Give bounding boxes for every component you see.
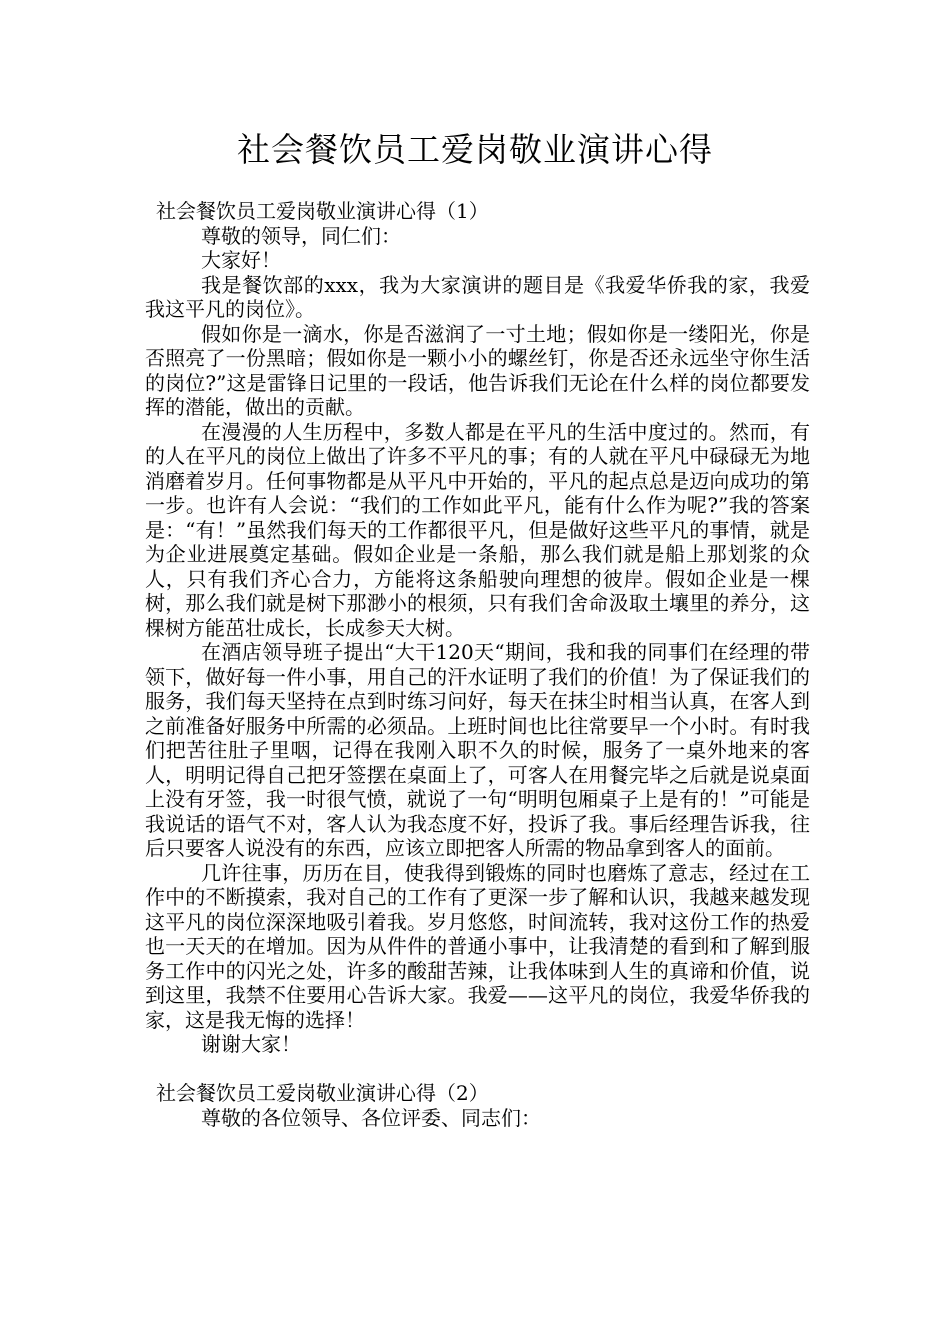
paragraph-greeting: 大家好！ — [201, 248, 281, 272]
paragraph-ordinary-life: 在漫漫的人生历程中，多数人都是在平凡的生活中度过的。然而，有的人在平凡的岗位上做出了许多不平凡的事；有的人就在平凡中碌碌无为地消磨着岁月。任何事物都是从平凡中开始的，平凡的起点总是迈向成功的第一步。也许有人会说：“我们的工作如此平凡，能有什么作为呢?”我的答案是：“有！”虽然我们每天的工作都很平凡，但是做好这些平凡的事情，就是为企业进展奠定基础。假如企业是一条船，那么我们就是船上那划浆的众人，只有我们齐心合力，方能将这条船驶向理想的彼岸。假如企业是一棵树，那么我们就是树下那渺小的根须，只有我们舍命汲取土壤里的养分，这棵树方能茁壮成长，长成参天大树。 — [145, 419, 810, 640]
paragraph-salutation-2: 尊敬的各位领导、各位评委、同志们： — [201, 1105, 541, 1130]
paragraph-hotel-story: 在酒店领导班子提出“大干120天“期间，我和我的同事们在经理的带领下，做好每一件小事，用自己的汗水证明了我们的价值！为了保证我们的服务，我们每天坚持在点到时练习问好，每天在抹尘时相当认真，在客人到之前准备好服务中所需的必须品。上班时间也比往常要早一个小时。有时我们把苦往肚子里咽，记得在我刚入职不久的时候，服务了一桌外地来的客人，明明记得自己把牙签摆在桌面上了，可客人在用餐完毕之后就是说桌面上没有牙签，我一时很气愤，就说了一句“明明包厢桌子上是有的！”可能是我说话的语气不对，客人认为我态度不好，投诉了我。事后经理告诉我，往后只要客人说没有的东西，应该立即把客人所需的物品拿到客人的面前。 — [145, 640, 810, 860]
paragraph-salutation: 尊敬的领导，同仁们： — [201, 223, 401, 248]
section-spacer — [145, 1057, 810, 1082]
document-body — [145, 199, 810, 1130]
paragraph-quote: 假如你是一滴水，你是否滋润了一寸土地；假如你是一缕阳光，你是否照亮了一份黑暗；假如你是一颗小小的螺丝钉，你是否还永远坐守你生活的岗位?”这是雷锋日记里的一段话，他告诉我们无论在什么样的岗位都要发挥的潜能，做出的贡献。 — [145, 321, 810, 419]
paragraph-reflection: 几许往事，历历在目，使我得到锻炼的同时也磨炼了意志，经过在工作中的不断摸索，我对自己的工作有了更深一步了解和认识，我越来越发现这平凡的岗位深深地吸引着我。岁月悠悠，时间流转，我对这份工作的热爱也一天天的在增加。因为从件件的普通小事中，让我清楚的看到和了解到服务工作中的闪光之处，许多的酸甜苦辣，让我体味到人生的真谛和价值，说到这里，我禁不住要用心告诉大家。我爱——这平凡的岗位，我爱华侨我的家，这是我无悔的选择！ — [145, 860, 810, 1032]
paragraph-intro: 我是餐饮部的xxx，我为大家演讲的题目是《我爱华侨我的家，我爱我这平凡的岗位》。 — [145, 272, 810, 321]
document-title: 社会餐饮员工爱岗敬业演讲心得 — [237, 130, 713, 169]
section-heading-1: 社会餐饮员工爱岗敬业演讲心得（1） — [156, 199, 489, 223]
paragraph-thanks: 谢谢大家！ — [201, 1032, 301, 1056]
section-heading-2: 社会餐饮员工爱岗敬业演讲心得（2） — [156, 1081, 489, 1105]
